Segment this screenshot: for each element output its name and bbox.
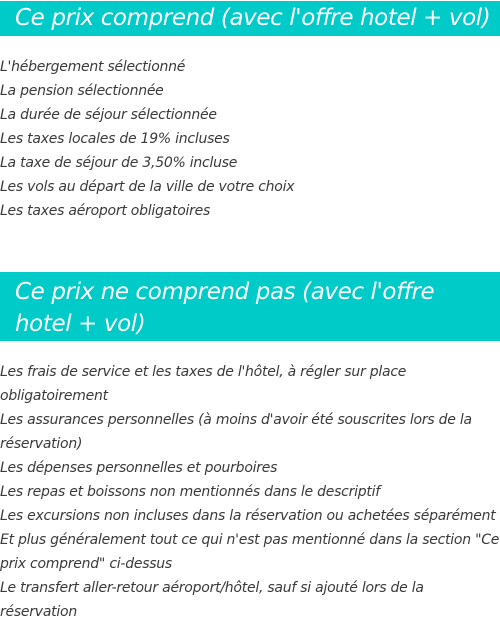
list-item: Les dépenses personnelles et pourboires <box>0 460 278 477</box>
list-item: Les vols au départ de la ville de votre choix <box>0 179 295 196</box>
list-item: La taxe de séjour de 3,50% incluse <box>0 155 238 172</box>
price-includes-section <box>0 1 500 223</box>
section-spacer <box>0 223 500 272</box>
list-item: La durée de séjour sélectionnée <box>0 107 217 124</box>
list-item: Les excursions non incluses dans la réservation ou achetées séparément <box>0 508 496 525</box>
list-item: Et plus généralement tout ce qui n'est pas mentionné dans la section "Ce prix comprend" ci-dessus <box>0 532 500 573</box>
list-item: Les taxes locales de 19% incluses <box>0 131 230 148</box>
list-item: Le transfert aller-retour aéroport/hôtel, sauf si ajouté lors de la réservation <box>0 580 424 621</box>
price-excludes-list <box>0 360 500 624</box>
price-includes-list <box>0 55 500 223</box>
list-item: Les assurances personnelles (à moins d'avoir été souscrites lors de la réservation) <box>0 412 472 453</box>
list-item: Les repas et boissons non mentionnés dans le descriptif <box>0 484 380 501</box>
list-item: L'hébergement sélectionné <box>0 59 186 76</box>
list-item: Les frais de service et les taxes de l'hôtel, à régler sur place obligatoirement <box>0 364 407 405</box>
price-includes-heading: Ce prix comprend (avec l'offre hotel + vol) <box>0 1 500 36</box>
list-item: La pension sélectionnée <box>0 83 164 100</box>
price-excludes-heading: Ce prix ne comprend pas (avec l'offre hotel + vol) <box>0 272 500 341</box>
price-excludes-section <box>0 272 500 624</box>
list-item: Les taxes aéroport obligatoires <box>0 203 211 220</box>
